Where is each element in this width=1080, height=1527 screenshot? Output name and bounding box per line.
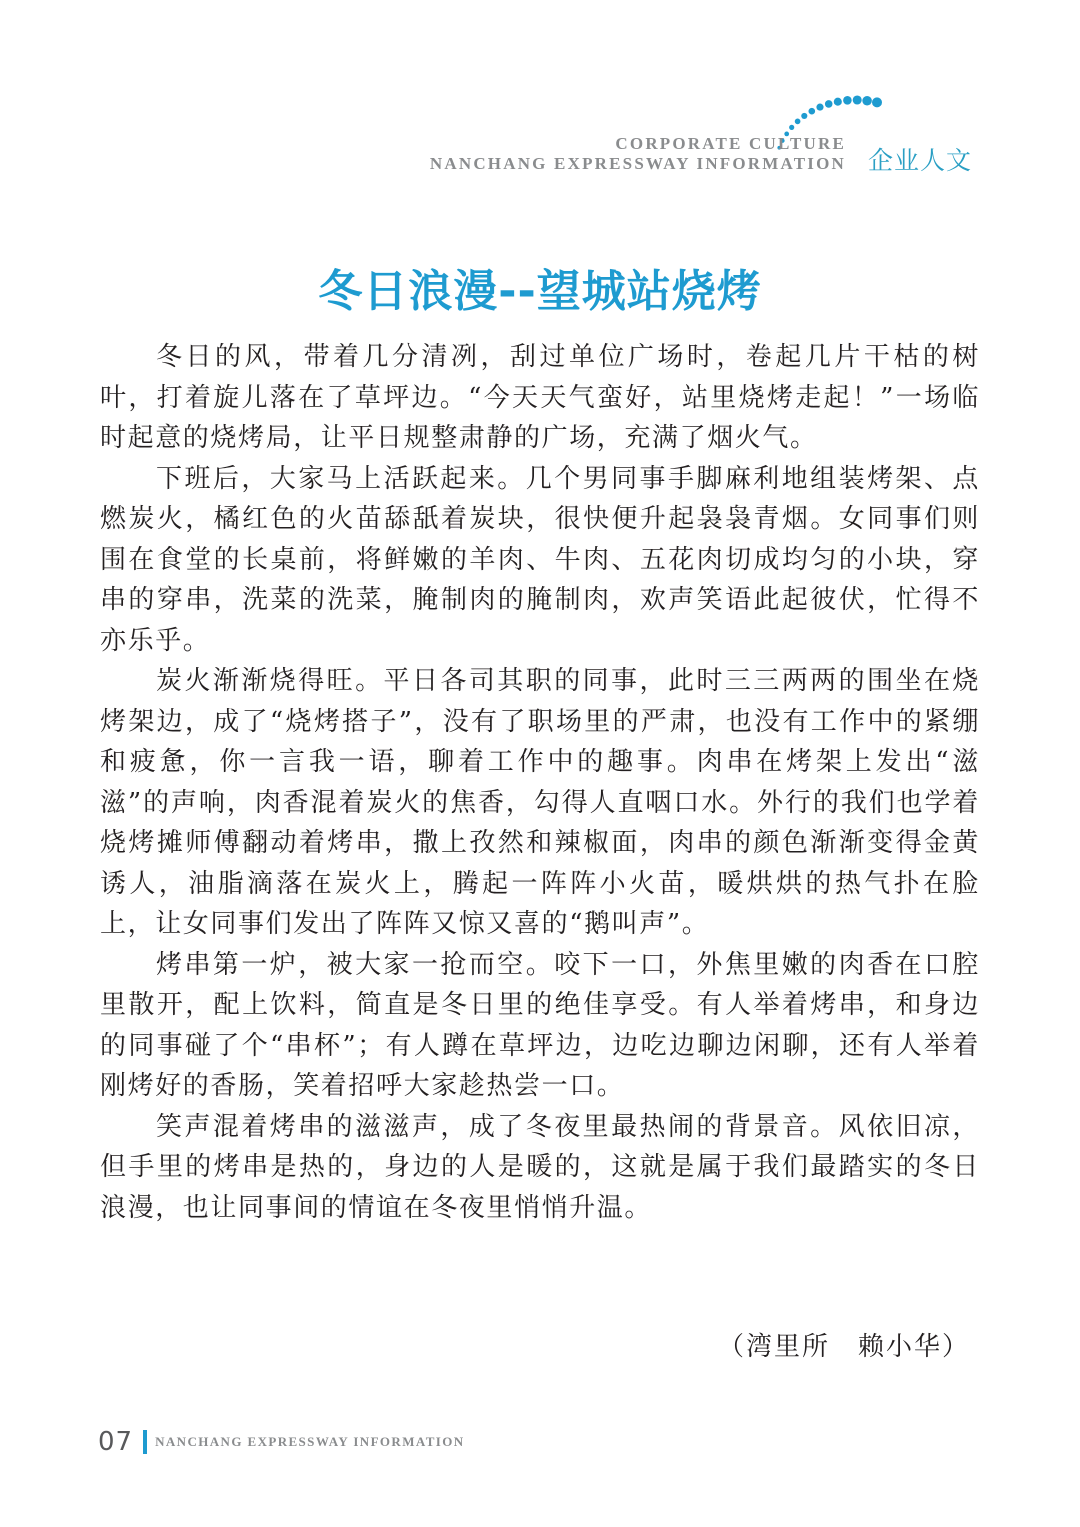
arc-dot	[862, 96, 872, 106]
footer-divider	[143, 1430, 147, 1454]
article-author: （湾里所 赖小华）	[717, 1332, 970, 1362]
article-paragraph-5: 笑声混着烤串的滋滋声，成了冬夜里最热闹的背景音。风依旧凉，但手里的烤串是热的，身边的人是暖的，这就是属于我们最踏实的冬日浪漫，也让同事间的情谊在冬夜里悄悄升温。	[100, 1111, 980, 1223]
article-paragraph-2: 下班后，大家马上活跃起来。几个男同事手脚麻利地组装烤架、点燃炭火，橘红色的火苗舔舐着炭块，很快便升起袅袅青烟。女同事们则围在食堂的长桌前，将鲜嫩的羊肉、牛肉、五花肉切成均匀的小块，穿串的穿串，洗菜的洗菜，腌制肉的腌制肉，欢声笑语此起彼伏，忙得不亦乐乎。	[100, 463, 980, 656]
header-corporate-culture: CORPORATE CULTURE	[615, 134, 846, 153]
arc-dot	[853, 95, 862, 104]
article-title: 冬日浪漫--望城站烧烤	[318, 266, 762, 318]
arc-dot	[825, 100, 833, 108]
header-publication-name: NANCHANG EXPRESSWAY INFORMATION	[429, 154, 846, 173]
arc-dot	[843, 96, 852, 105]
arc-dot	[834, 98, 842, 106]
arc-dot	[808, 108, 815, 115]
article-paragraph-3: 炭火渐渐烧得旺。平日各司其职的同事，此时三三两两的围坐在烧烤架边，成了“烧烤搭子”，没有了职场里的严肃，也没有工作中的紧绷和疲惫，你一言我一语，聊着工作中的趣事。肉串在烤架上发出“滋滋”的声响，肉香混着炭火的焦香，勾得人直咽口水。外行的我们也学着烧烤摊师傅翻动着烤串，撒上孜然和辣椒面，肉串的颜色渐渐变得金黄诱人，油脂滴落在炭火上，腾起一阵阵小火苗，暖烘烘的热气扑在脸上，让女同事们发出了阵阵又惊又喜的“鹅叫声”。	[100, 666, 980, 939]
arc-dot	[801, 113, 807, 119]
section-label: 企业人文	[868, 146, 973, 175]
arc-dot	[795, 119, 801, 125]
article-paragraph-1: 冬日的风，带着几分清冽，刮过单位广场时，卷起几片干枯的树叶，打着旋儿落在了草坪边。“今天天气蛮好，站里烧烤走起！”一场临时起意的烧烤局，让平日规整肃静的广场，充满了烟火气。	[100, 342, 980, 453]
footer-publication-name: NANCHANG EXPRESSWAY INFORMATION	[155, 1434, 465, 1449]
arc-dot	[816, 104, 823, 111]
arc-dot	[789, 125, 794, 130]
article-paragraph-4: 烤串第一炉，被大家一抢而空。咬下一口，外焦里嫩的肉香在口腔里散开，配上饮料，简直是冬日里的绝佳享受。有人举着烤串，和身边的同事碰了个“串杯”；有人蹲在草坪边，边吃边聊边闲聊，还有人举着刚烤好的香肠，笑着招呼大家趁热尝一口。	[100, 949, 980, 1101]
arc-dot	[872, 97, 882, 107]
page-footer	[98, 1425, 465, 1459]
page-number: 07	[98, 1427, 134, 1457]
article-body	[100, 337, 980, 1228]
